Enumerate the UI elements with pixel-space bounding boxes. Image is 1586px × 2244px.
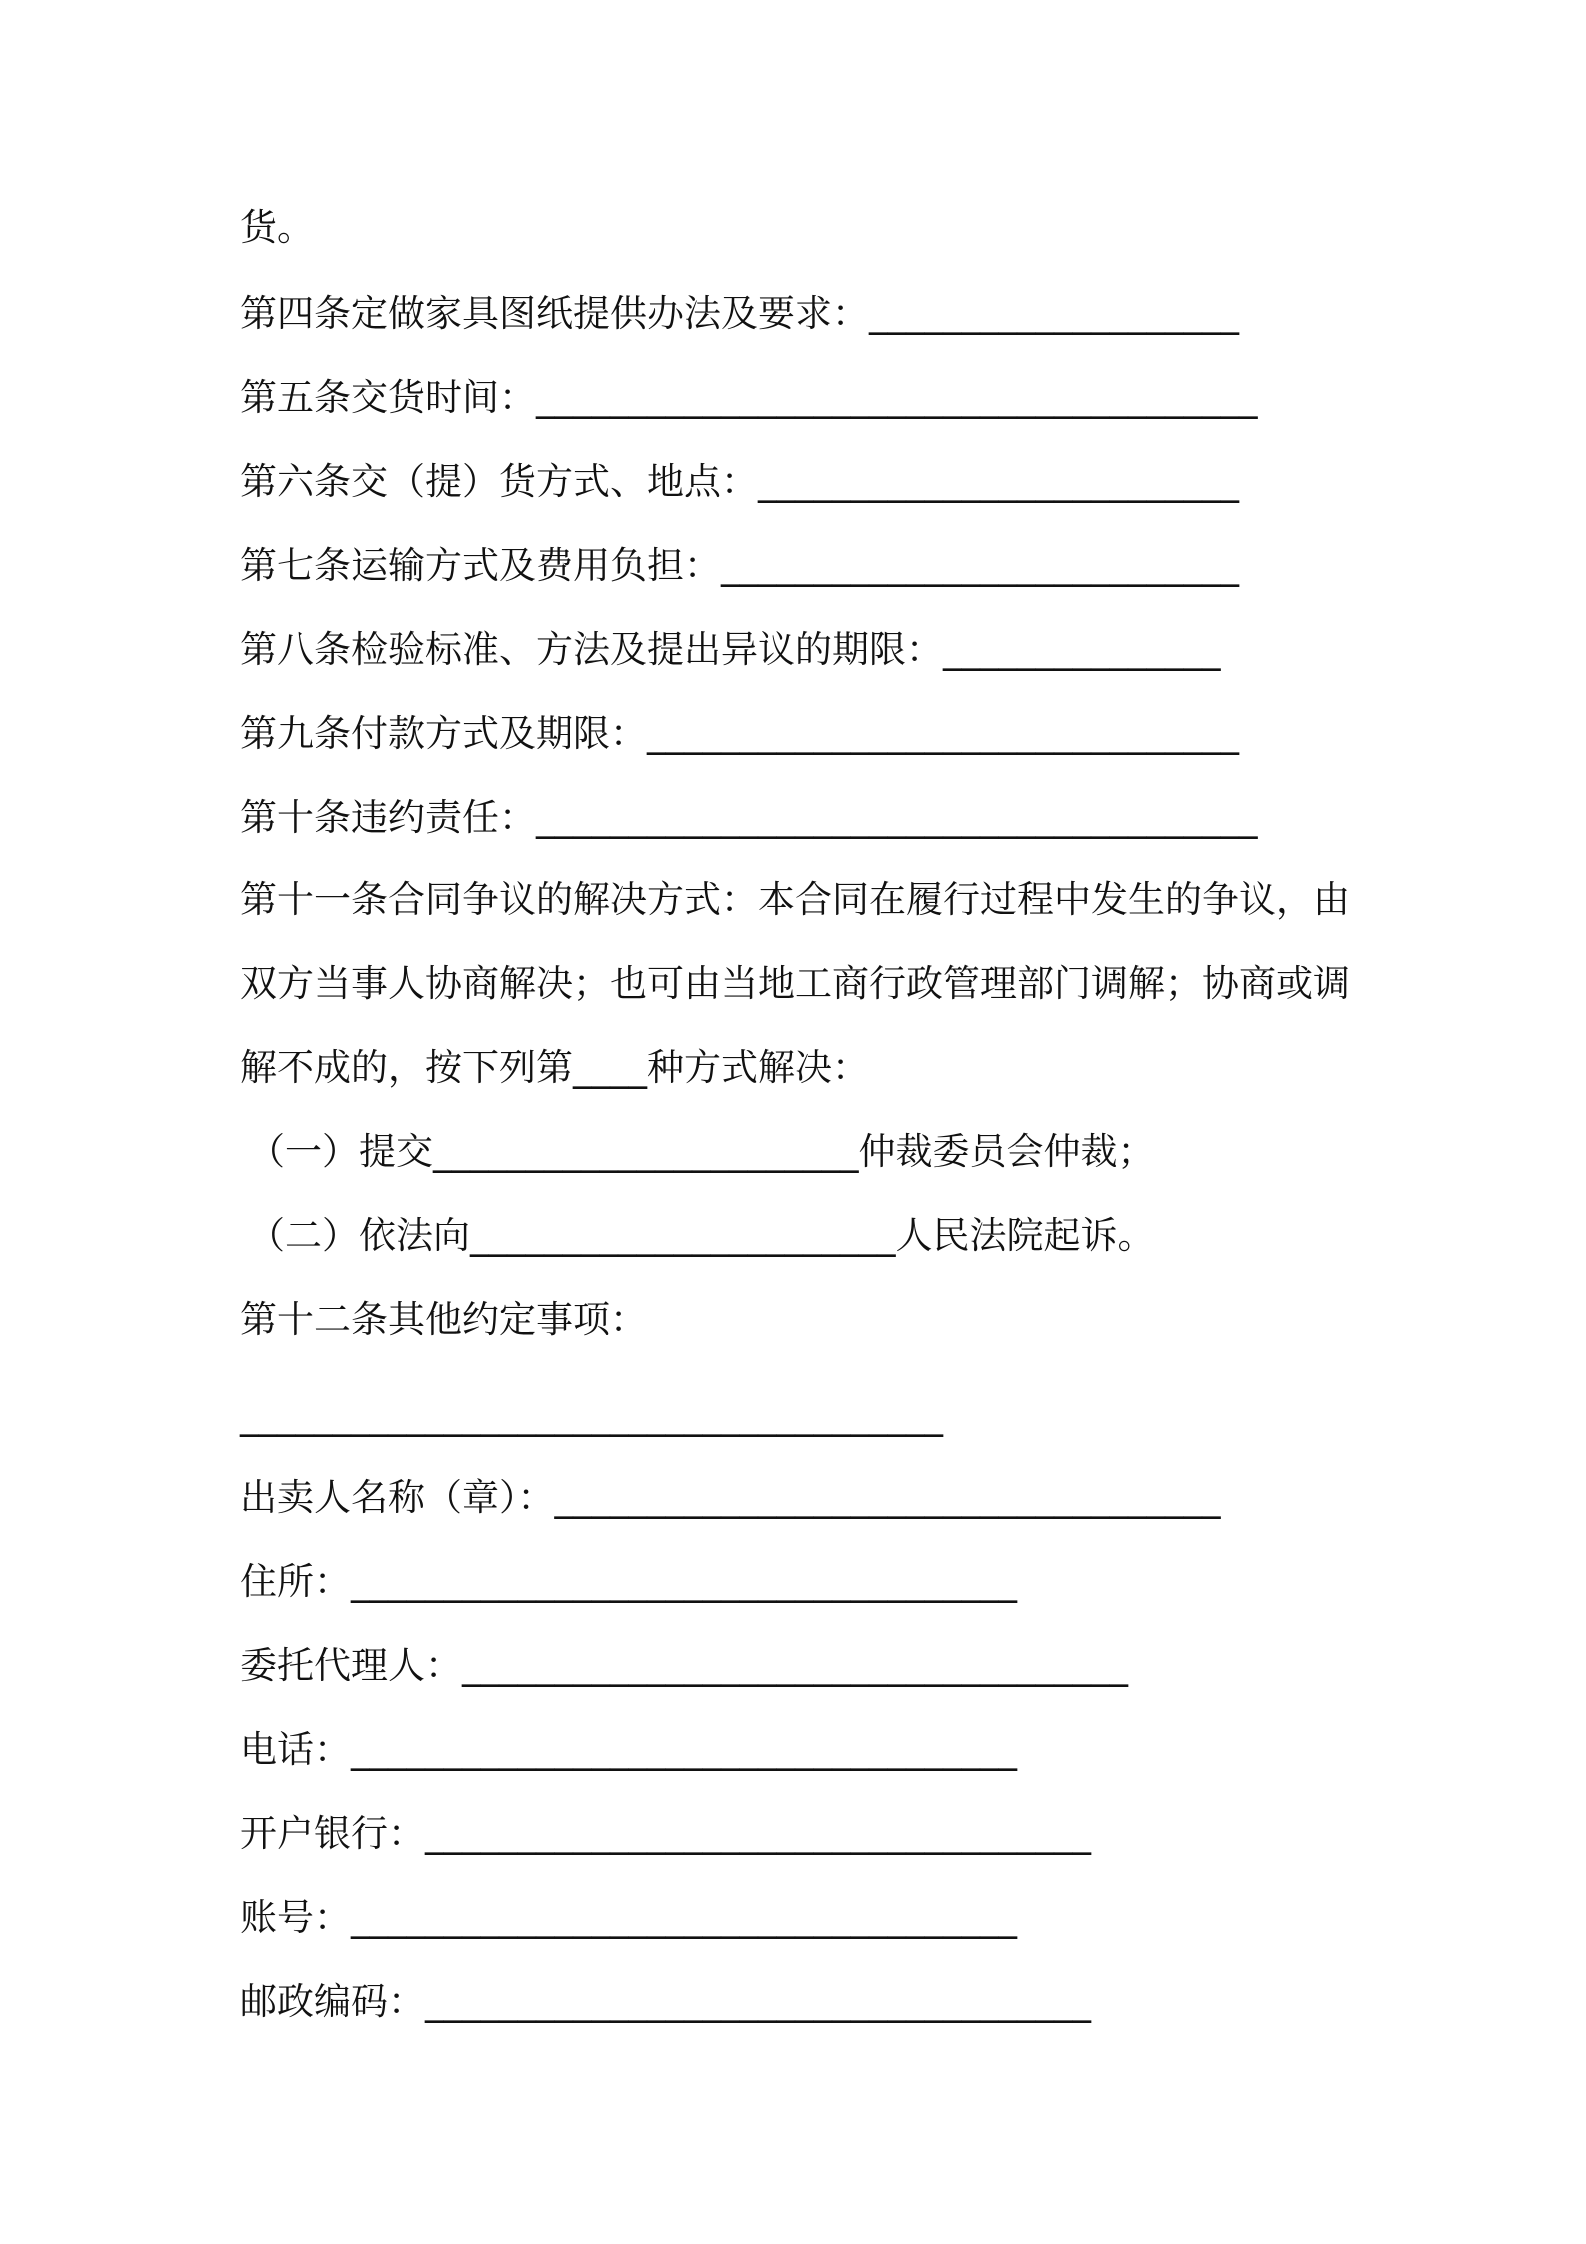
clause-4-drawings: 第四条定做家具图纸提供办法及要求：____________________ — [240, 292, 1239, 335]
clause-7-transport: 第七条运输方式及费用负担：____________________________ — [240, 544, 1239, 587]
clause-10-liability: 第十条违约责任：_______________________________________ — [240, 796, 1258, 839]
clause-11-dispute-line-2: 双方当事人协商解决；也可由当地工商行政管理部门调解；协商或调 — [240, 962, 1350, 1005]
bank-field: 开户银行：____________________________________ — [240, 1812, 1091, 1855]
text-line-delivery-end: 货。 — [240, 206, 314, 249]
clause-11-dispute-line-3: 解不成的，按下列第____种方式解决： — [240, 1046, 869, 1089]
account-field: 账号：____________________________________ — [240, 1896, 1017, 1939]
clause-9-payment: 第九条付款方式及期限：________________________________ — [240, 712, 1239, 755]
clause-6-delivery-method: 第六条交（提）货方式、地点：__________________________ — [240, 460, 1239, 503]
phone-field: 电话：____________________________________ — [240, 1728, 1017, 1771]
address-field: 住所：____________________________________ — [240, 1560, 1017, 1603]
clause-11-dispute-line-1: 第十一条合同争议的解决方式：本合同在履行过程中发生的争议，由 — [240, 878, 1350, 921]
postal-code-field: 邮政编码：____________________________________ — [240, 1980, 1091, 2023]
clause-8-inspection: 第八条检验标准、方法及提出异议的期限：_______________ — [240, 628, 1221, 671]
seller-name-field: 出卖人名称（章）：____________________________________ — [240, 1476, 1221, 1519]
option-1-arbitration: （一）提交_______________________仲裁委员会仲裁； — [248, 1130, 1155, 1173]
clause-12-other-matters: 第十二条其他约定事项： — [240, 1298, 647, 1341]
other-matters-blank: ______________________________________ — [240, 1394, 943, 1437]
option-2-court: （二）依法向_______________________人民法院起诉。 — [248, 1214, 1155, 1257]
agent-field: 委托代理人：____________________________________ — [240, 1644, 1128, 1687]
clause-5-delivery-time: 第五条交货时间：_______________________________________ — [240, 376, 1258, 419]
